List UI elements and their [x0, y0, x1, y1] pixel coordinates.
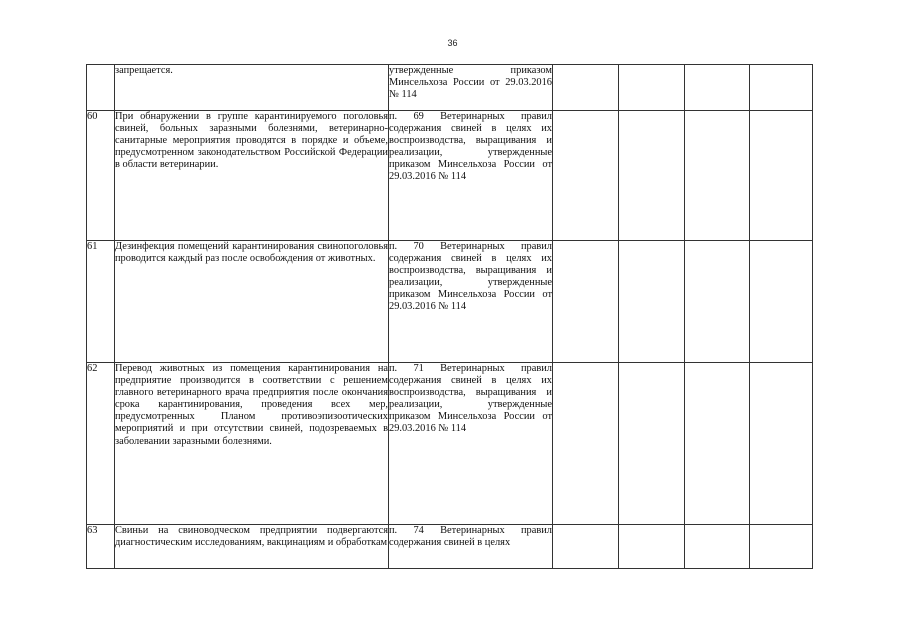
empty-cell — [750, 525, 813, 569]
requirements-table — [86, 64, 813, 569]
empty-cell — [750, 65, 813, 111]
empty-cell — [619, 363, 685, 525]
requirement-cell — [115, 363, 389, 525]
requirement-text: Дезинфекция помещений карантинирования свинопоголовья проводится каждый раз после освобождения от животных. — [115, 241, 388, 265]
reference-cell — [389, 65, 553, 111]
reference-cell — [389, 111, 553, 241]
empty-cell — [619, 525, 685, 569]
row-number: 62 — [87, 363, 98, 374]
row-number-cell — [87, 111, 115, 241]
empty-cell — [619, 65, 685, 111]
table-row — [87, 363, 813, 525]
requirement-text: Перевод животных из помещения карантинирования на предприятие производится в соответствии с решением главного ветеринарного врача предприятия после окончания срока карантинирования, проведения всех мер, предусмотренных Планом противоэпизоотических мероприятий и при отсутствии свиней, подозреваемых в заболевании заразными болезнями. — [115, 363, 388, 447]
requirement-cell — [115, 111, 389, 241]
row-number: 60 — [87, 111, 98, 122]
table-row — [87, 525, 813, 569]
row-number: 63 — [87, 525, 98, 536]
reference-cell — [389, 525, 553, 569]
table-row — [87, 65, 813, 111]
empty-cell — [685, 525, 750, 569]
requirement-text: При обнаружении в группе карантинируемого поголовья свиней, больных заразными болезнями, ветеринарно-санитарные мероприятия проводятся в порядке и объеме, предусмотренном законодательством Российской Федерации в области ветеринарии. — [115, 111, 388, 171]
requirement-text: Свиньи на свиноводческом предприятии подвергаются диагностическим исследованиям, вакцинациям и обработкам — [115, 525, 388, 549]
reference-text: утвержденные приказом Минсельхоза России от 29.03.2016 № 114 — [389, 65, 552, 101]
empty-cell — [750, 241, 813, 363]
row-number-cell — [87, 363, 115, 525]
empty-cell — [750, 363, 813, 525]
table-row — [87, 111, 813, 241]
row-number-cell — [87, 65, 115, 111]
empty-cell — [553, 111, 619, 241]
empty-cell — [553, 241, 619, 363]
empty-cell — [619, 111, 685, 241]
reference-text: п. 74 Ветеринарных правил содержания свиней в целях — [389, 525, 552, 549]
empty-cell — [685, 111, 750, 241]
requirement-cell — [115, 525, 389, 569]
requirement-text: запрещается. — [115, 65, 173, 76]
reference-text: п. 70 Ветеринарных правил содержания свиней в целях их воспроизводства, выращивания и реализации, утвержденные приказом Минсельхоза России от 29.03.2016 № 114 — [389, 241, 552, 313]
reference-cell — [389, 241, 553, 363]
empty-cell — [750, 111, 813, 241]
requirement-cell — [115, 241, 389, 363]
reference-cell — [389, 363, 553, 525]
empty-cell — [685, 241, 750, 363]
reference-text: п. 69 Ветеринарных правил содержания свиней в целях их воспроизводства, выращивания и реализации, утвержденные приказом Минсельхоза России от 29.03.2016 № 114 — [389, 111, 552, 183]
empty-cell — [553, 65, 619, 111]
empty-cell — [553, 525, 619, 569]
empty-cell — [685, 363, 750, 525]
requirement-cell — [115, 65, 389, 111]
row-number: 61 — [87, 241, 98, 252]
page-number: 36 — [447, 38, 458, 48]
empty-cell — [685, 65, 750, 111]
empty-cell — [553, 363, 619, 525]
row-number-cell — [87, 241, 115, 363]
reference-text: п. 71 Ветеринарных правил содержания свиней в целях их воспроизводства, выращивания и реализации, утвержденные приказом Минсельхоза России от 29.03.2016 № 114 — [389, 363, 552, 435]
row-number-cell — [87, 525, 115, 569]
table-row — [87, 241, 813, 363]
empty-cell — [619, 241, 685, 363]
